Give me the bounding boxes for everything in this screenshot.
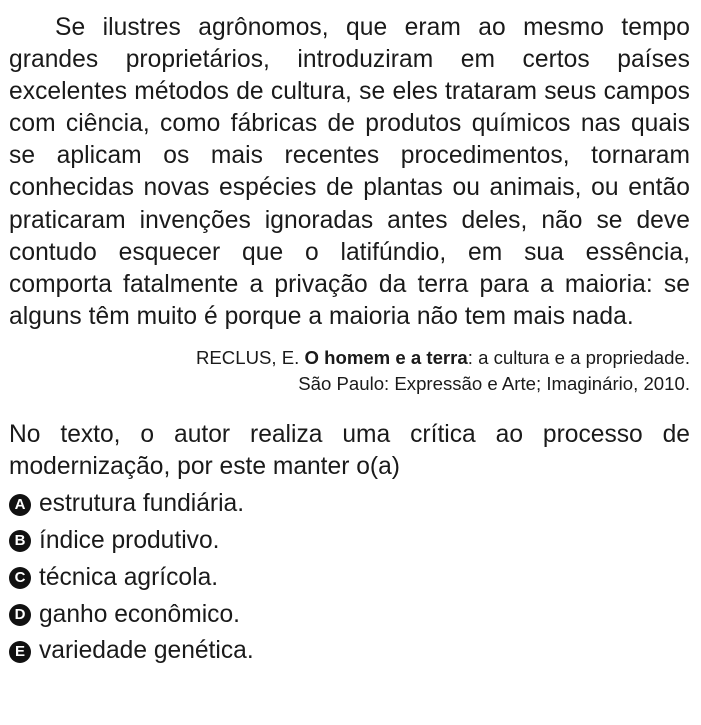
option-e-text: variedade genética. xyxy=(39,637,254,665)
option-a[interactable] xyxy=(9,486,690,523)
answer-options xyxy=(9,486,690,670)
citation-author: RECLUS, E. xyxy=(195,346,300,368)
option-a-letter-badge: A xyxy=(9,494,31,516)
citation xyxy=(9,345,690,397)
option-a-text: estrutura fundiária. xyxy=(39,490,245,518)
question-stem: No texto, o autor realiza uma crítica ao processo de modernização, por este manter o(a) xyxy=(9,420,690,481)
option-e-letter-badge: E xyxy=(9,641,31,663)
option-b[interactable] xyxy=(9,523,690,560)
option-c-letter-badge: C xyxy=(9,567,31,589)
option-d[interactable] xyxy=(9,597,690,634)
option-b-letter-badge: B xyxy=(9,530,31,552)
option-c[interactable] xyxy=(9,560,690,597)
passage-text: Se ilustres agrônomos, que eram ao mesmo tempo grandes proprietários, introduziram em certos países excelentes métodos de cultura, se eles trataram seus campos com ciência, como fábricas de produtos químicos nas quais se aplicam os mais recentes procedimentos, tornaram conhecidas novas espécies de plantas ou animais, ou então praticaram invenções ignoradas antes deles, não se deve contudo esquecer que o latifúndio, em sua essência, comporta fatalmente a privação da terra para a maioria: se alguns têm muito é porque a maioria não tem mais nada. xyxy=(9,14,690,330)
citation-subtitle: : a cultura e a propriedade. xyxy=(467,346,690,368)
option-d-text: ganho econômico. xyxy=(39,600,240,628)
citation-title: O homem e a terra xyxy=(304,346,468,368)
citation-publisher: São Paulo: Expressão e Arte; Imaginário, 2010. xyxy=(298,372,690,394)
citation-line-1 xyxy=(9,345,690,371)
option-e[interactable] xyxy=(9,633,690,670)
option-d-letter-badge: D xyxy=(9,604,31,626)
option-c-text: técnica agrícola. xyxy=(39,563,219,591)
option-b-text: índice produtivo. xyxy=(39,526,220,554)
